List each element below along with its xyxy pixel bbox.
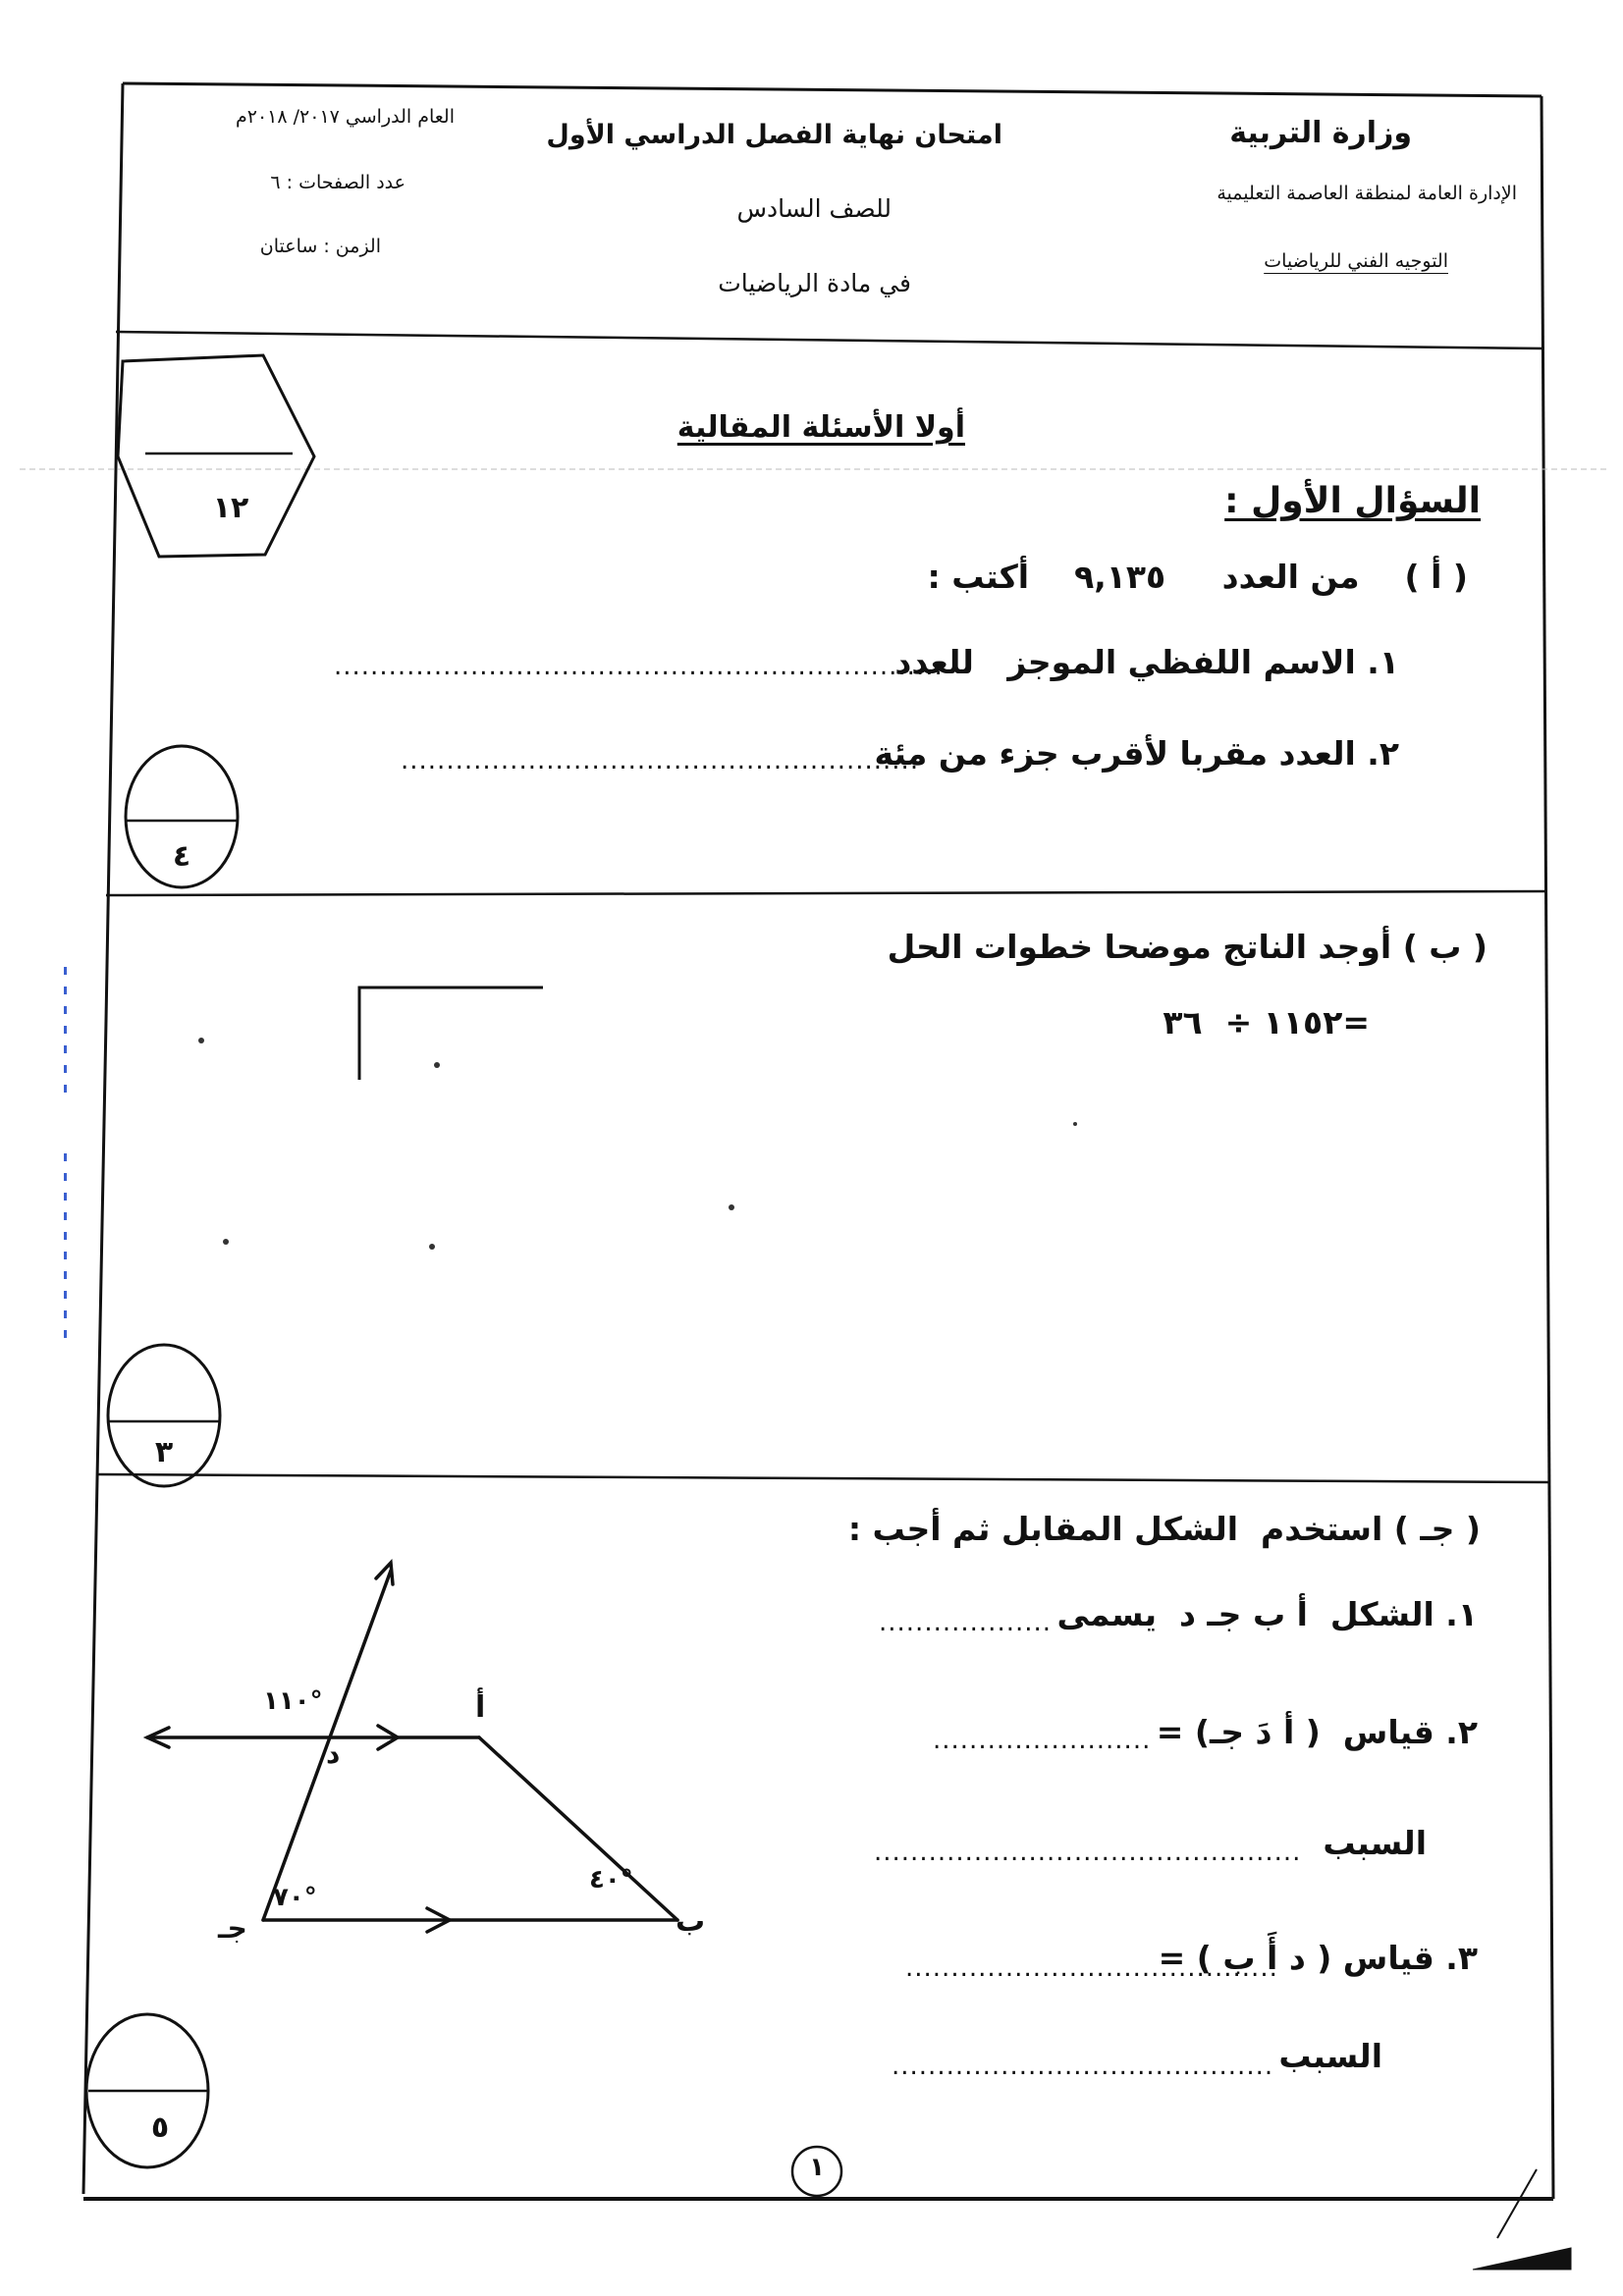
part-c-prompt: ( جـ ) استخدم الشكل المقابل ثم أجب : xyxy=(847,1510,1481,1548)
part-a-item-1-blank[interactable]: ................................................................... xyxy=(334,652,944,681)
section-title: أولا الأسئلة المقالية xyxy=(676,410,965,445)
reason-1-label: السبب xyxy=(1323,1824,1427,1862)
reason-2-label: السبب xyxy=(1278,2037,1382,2075)
label-d: د xyxy=(326,1737,341,1770)
label-c: جـ xyxy=(218,1912,247,1945)
part-c-item-2: ٢. قياس ( أ دَ جـ) = xyxy=(1156,1713,1478,1751)
page-number: ١ xyxy=(809,2153,825,2182)
angle-40-label: ٤٠° xyxy=(589,1865,633,1895)
time-allowed: الزمن : ساعتان xyxy=(259,236,381,257)
part-a-score: ٤ xyxy=(172,839,191,874)
part-b-expression: ١١٥٢ ÷ ٣٦= xyxy=(1163,1003,1370,1041)
supervision-name: التوجيه الفني للرياضيات xyxy=(1264,250,1448,272)
subject-label: في مادة الرياضيات xyxy=(718,269,911,297)
angle-110-label: ١١٠° xyxy=(263,1686,323,1716)
exam-title: امتحان نهاية الفصل الدراسي الأول xyxy=(546,120,1002,150)
directorate-name: الإدارة العامة لمنطقة العاصمة التعليمية xyxy=(1217,183,1517,204)
grade-label: للصف السادس xyxy=(736,194,892,223)
part-c-item-1: ١. الشكل أ ب جـ د يسمى xyxy=(1056,1595,1478,1633)
part-a-prompt: ( أ ) من العدد ٩,١٣٥ أكتب : xyxy=(927,558,1468,596)
academic-year: العام الدراسي ٢٠١٧/ ٢٠١٨م xyxy=(236,106,455,128)
part-a-item-2: ٢. العدد مقربا لأقرب جزء من مئة xyxy=(874,734,1399,773)
part-c-item-3-blank[interactable]: ......................................... xyxy=(905,1953,1278,1983)
part-a-item-2-blank[interactable]: ......................................................... xyxy=(401,746,920,775)
reason-1-blank[interactable]: ............................................... xyxy=(874,1838,1302,1867)
page-count: عدد الصفحات : ٦ xyxy=(270,172,406,193)
label-b: ب xyxy=(676,1904,706,1939)
division-work-area[interactable] xyxy=(373,1001,540,1148)
part-c-item-3: ٣. قياس ( د أَ ب ) = xyxy=(1158,1939,1478,1977)
part-c-item-2-blank[interactable]: ........................ xyxy=(933,1726,1152,1755)
part-a-item-1: ١. الاسم اللفظي الموجز للعدد xyxy=(894,643,1399,681)
angle-70-label: ٧٠° xyxy=(273,1883,317,1912)
label-a: أ xyxy=(475,1690,486,1725)
part-c-score: ٥ xyxy=(150,2110,170,2145)
ministry-name: وزارة التربية xyxy=(1229,116,1412,150)
reason-2-blank[interactable]: .......................................... xyxy=(892,2052,1274,2081)
part-b-score: ٣ xyxy=(154,1435,174,1469)
question-1-title: السؤال الأول : xyxy=(1224,481,1481,521)
part-c-item-1-blank[interactable]: ................... xyxy=(879,1608,1053,1637)
part-b-prompt: ( ب ) أوجد الناتج موضحا خطوات الحل xyxy=(887,928,1488,966)
total-score: ١٢ xyxy=(212,491,249,525)
